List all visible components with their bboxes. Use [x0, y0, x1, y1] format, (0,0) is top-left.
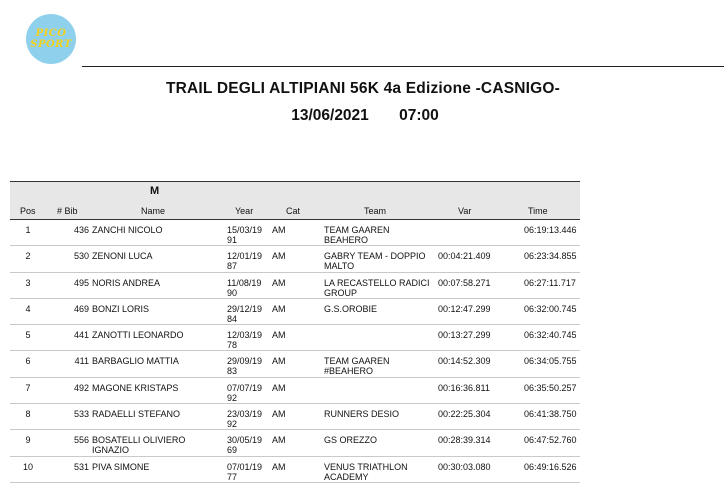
cell-pos: 9	[25, 435, 31, 446]
cell-bib: 530	[73, 251, 89, 262]
col-header-year: Year	[235, 206, 254, 216]
cell-team: VENUS TRIATHLON ACADEMY	[324, 461, 408, 482]
cell-var: 00:07:58.271	[438, 277, 491, 288]
cell-time: 06:35:50.257	[524, 382, 577, 393]
cell-bib: 411	[74, 356, 89, 367]
cell-year: 07/07/19 92	[227, 382, 263, 403]
cell-team: GABRY TEAM - DOPPIO MALTO	[324, 251, 426, 272]
category-label: M	[150, 185, 160, 197]
logo-text-line1: PICO	[35, 28, 67, 39]
cell-team: G.S.OROBIE	[324, 303, 378, 314]
column-header-row	[10, 201, 580, 220]
table-row	[10, 457, 580, 483]
cell-cat: AM	[272, 225, 286, 235]
cell-year: 23/03/19 92	[227, 409, 263, 430]
table-row	[10, 220, 580, 246]
cell-name: BARBAGLIO MATTIA	[92, 356, 179, 367]
cell-name: ZANCHI NICOLO	[92, 225, 163, 235]
event-date: 13/06/2021	[291, 107, 369, 124]
cell-pos: 2	[25, 251, 31, 262]
table-row	[10, 246, 580, 272]
cell-team: GS OREZZO	[324, 435, 378, 446]
cell-pos: 7	[25, 382, 31, 393]
cell-name: BOSATELLI OLIVIERO IGNAZIO	[92, 435, 186, 456]
cell-pos: 10	[22, 461, 33, 472]
logo	[26, 14, 76, 64]
cell-team: LA RECASTELLO RADICI GROUP	[324, 277, 430, 298]
cell-pos: 5	[25, 330, 31, 341]
event-datetime	[270, 107, 460, 125]
cell-pos: 4	[25, 303, 31, 314]
cell-year: 30/05/19 69	[227, 435, 263, 456]
cell-var: 00:04:21.409	[438, 251, 491, 262]
cell-time: 06:27:11.717	[524, 277, 576, 288]
cell-name: RADAELLI STEFANO	[92, 409, 181, 420]
cell-bib: 436	[73, 225, 89, 235]
cell-bib: 492	[73, 382, 89, 393]
cell-year: 12/03/19 78	[227, 330, 263, 351]
cell-year: 11/08/19 90	[227, 277, 262, 298]
page-title: TRAIL DEGLI ALTIPIANI 56K 4a Edizione -CASNIGO-	[165, 80, 561, 97]
cell-pos: 3	[25, 277, 31, 288]
cell-var: 00:13:27.299	[438, 330, 491, 341]
logo-text-line2: SPORT	[30, 39, 72, 50]
cell-cat: AM	[272, 461, 286, 472]
cell-time: 06:34:05.755	[524, 356, 577, 367]
col-header-pos: Pos	[20, 206, 36, 216]
cell-cat: AM	[272, 409, 286, 420]
cell-name: MAGONE KRISTAPS	[92, 382, 179, 393]
cell-team: TEAM GAAREN #BEAHERO	[324, 356, 390, 377]
event-time: 07:00	[399, 107, 439, 124]
cell-time: 06:19:13.446	[524, 225, 577, 235]
cell-var: 00:12:47.299	[438, 303, 491, 314]
cell-pos: 8	[25, 409, 31, 420]
cell-name: BONZI LORIS	[92, 303, 150, 314]
cell-cat: AM	[272, 435, 286, 446]
cell-pos: 6	[25, 356, 31, 367]
cell-cat: AM	[272, 356, 286, 367]
table-row	[10, 325, 580, 351]
cell-year: 07/01/19 77	[227, 461, 263, 482]
results-rows	[10, 220, 580, 483]
cell-cat: AM	[272, 330, 286, 341]
cell-bib: 469	[73, 303, 89, 314]
results-table	[10, 181, 580, 483]
cell-time: 06:47:52.760	[524, 435, 577, 446]
cell-time: 06:41:38.750	[524, 409, 577, 420]
cell-time: 06:49:16.526	[524, 461, 577, 472]
cell-time: 06:23:34.855	[524, 251, 577, 262]
cell-bib: 441	[73, 330, 89, 341]
cell-var: 00:30:03.080	[438, 461, 491, 472]
cell-bib: 533	[73, 409, 89, 420]
col-header-bib: # Bib	[57, 206, 78, 216]
cell-cat: AM	[272, 303, 286, 314]
table-row	[10, 430, 580, 456]
table-row	[10, 299, 580, 325]
cell-pos: 1	[25, 225, 31, 235]
cell-bib: 495	[73, 277, 89, 288]
cell-var: 00:16:36.811	[438, 382, 490, 393]
table-row	[10, 351, 580, 377]
cell-year: 12/01/19 87	[227, 251, 263, 272]
category-header	[10, 181, 580, 201]
cell-bib: 556	[73, 435, 89, 446]
cell-name: ZANOTTI LEONARDO	[92, 330, 184, 341]
cell-bib: 531	[73, 461, 89, 472]
cell-time: 06:32:00.745	[524, 303, 577, 314]
cell-name: PIVA SIMONE	[92, 461, 150, 472]
cell-time: 06:32:40.745	[524, 330, 577, 341]
cell-cat: AM	[272, 277, 286, 288]
col-header-name: Name	[141, 206, 166, 216]
cell-year: 29/12/19 84	[227, 303, 263, 324]
cell-cat: AM	[272, 251, 286, 262]
col-header-cat: Cat	[286, 206, 301, 216]
cell-var: 00:28:39.314	[438, 435, 491, 446]
cell-year: 29/09/19 83	[227, 356, 263, 377]
cell-year: 15/03/19 91	[227, 225, 263, 245]
table-row	[10, 273, 580, 299]
table-row	[10, 378, 580, 404]
cell-name: NORIS ANDREA	[92, 277, 161, 288]
header-divider	[82, 66, 724, 67]
table-row	[10, 404, 580, 430]
col-header-team: Team	[364, 206, 387, 216]
cell-var: 00:14:52.309	[438, 356, 491, 367]
col-header-time: Time	[528, 206, 548, 216]
cell-team: RUNNERS DESIO	[324, 409, 400, 420]
cell-var: 00:22:25.304	[438, 409, 491, 420]
cell-team: TEAM GAAREN BEAHERO	[324, 225, 390, 245]
cell-cat: AM	[272, 382, 286, 393]
col-header-var: Var	[458, 206, 472, 216]
cell-name: ZENONI LUCA	[92, 251, 153, 262]
